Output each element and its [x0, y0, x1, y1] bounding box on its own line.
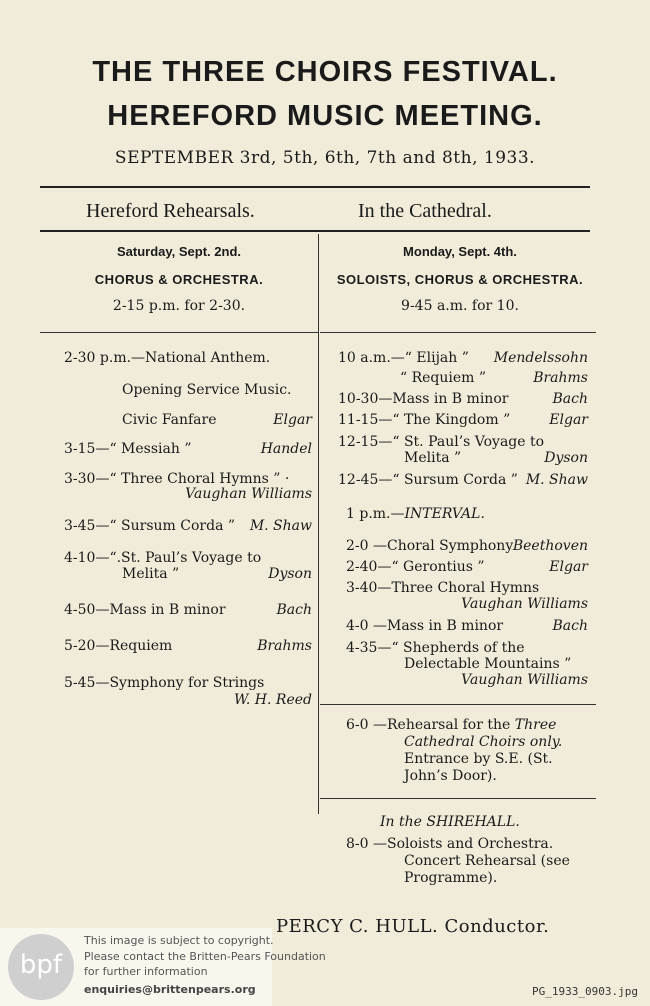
left-item-text: 3-15—“ Messiah ”	[64, 441, 192, 457]
left-item-text: 4-50—Mass in B minor	[64, 602, 226, 618]
right-time: 9-45 a.m. for 10.	[401, 298, 519, 314]
shirehall-rule	[320, 798, 596, 799]
right-item-composer: Brahms	[533, 370, 588, 386]
shirehall-heading: In the SHIREHALL.	[380, 814, 520, 830]
right-item-text: 12-15—“ St. Paul’s Voyage to	[338, 434, 545, 450]
contact-email-link[interactable]: enquiries@brittenpears.org	[84, 983, 256, 996]
interval-time: 1 p.m.—	[346, 506, 405, 522]
rule-top	[40, 186, 590, 188]
rehearsals-heading: Hereford Rehearsals.	[86, 200, 255, 222]
left-item-composer: Vaughan Williams	[185, 486, 312, 502]
left-item-text: 5-20—Requiem	[64, 638, 173, 654]
bpf-logo: bpf	[8, 934, 74, 1000]
left-time: 2-15 p.m. for 2-30.	[112, 298, 246, 314]
right-item-text: 10-30—Mass in B minor	[338, 391, 509, 407]
choirs-line1-italic: Three	[514, 717, 557, 733]
right-item-text: 2-40—“ Gerontius ”	[346, 559, 485, 575]
right-item-text: 12-45—“ Sursum Corda ”	[338, 472, 518, 488]
conductor-signature: PERCY C. HULL. Conductor.	[276, 916, 550, 937]
shirehall-line3: Programme).	[404, 870, 498, 886]
left-item-text: 3-30—“ Three Choral Hymns ” ·	[64, 471, 290, 487]
left-item-text: 4-10—“.St. Paul’s Voyage to	[64, 550, 262, 566]
festival-title: THE THREE CHOIRS FESTIVAL.	[92, 56, 558, 88]
right-item-text-cont: Delectable Mountains ”	[404, 656, 572, 672]
left-item-composer: Bach	[276, 602, 312, 618]
right-item-composer: Elgar	[549, 412, 588, 428]
left-item-composer: Elgar	[273, 412, 312, 428]
right-item-text-cont: Melita ”	[404, 450, 462, 466]
right-item-text: “ Requiem ”	[400, 370, 487, 386]
left-item-text: 3-45—“ Sursum Corda ”	[64, 518, 236, 534]
right-item-composer: Bach	[552, 618, 588, 634]
right-forces: SOLOISTS, CHORUS & ORCHESTRA.	[336, 272, 584, 287]
column-divider	[318, 234, 319, 814]
right-item-text: 11-15—“ The Kingdom ”	[338, 412, 511, 428]
right-item-composer: Elgar	[549, 559, 588, 575]
right-item-composer: Mendelssohn	[493, 350, 588, 366]
notice-line3: for further information	[84, 965, 208, 978]
left-item-composer: Dyson	[268, 566, 312, 582]
right-item-text: 3-40—Three Choral Hymns	[346, 580, 540, 596]
left-item-composer: Brahms	[257, 638, 312, 654]
choirs-line1-text: 6-0 —Rehearsal for the	[346, 717, 515, 733]
festival-dates: SEPTEMBER 3rd, 5th, 6th, 7th and 8th, 1933.	[114, 148, 536, 168]
left-item-composer: M. Shaw	[249, 518, 312, 534]
left-item-text: 2-30 p.m.—National Anthem.	[64, 350, 271, 366]
shirehall-line1: 8-0 —Soloists and Orchestra.	[346, 836, 554, 852]
right-item-text: 2-0 —Choral Symphony	[346, 538, 514, 554]
left-item-text: Opening Service Music.	[122, 382, 292, 398]
right-item-composer: Bach	[552, 391, 588, 407]
interval-label: INTERVAL.	[404, 506, 485, 522]
right-item-text: 4-35—“ Shepherds of the	[346, 640, 525, 656]
shirehall-line2: Concert Rehearsal (see	[404, 853, 570, 869]
left-item-composer: W. H. Reed	[233, 692, 312, 708]
right-day: Monday, Sept. 4th.	[403, 244, 517, 259]
choirs-line1	[346, 717, 556, 733]
interval-line	[346, 506, 485, 522]
right-item-text: 10 a.m.—“ Elijah ”	[338, 350, 469, 366]
choirs-line3: Entrance by S.E. (St.	[404, 751, 553, 767]
choirs-rule	[320, 704, 596, 705]
right-item-text: 4-0 —Mass in B minor	[346, 618, 504, 634]
right-item-composer: Beethoven	[512, 538, 588, 554]
right-item-composer: Dyson	[544, 450, 588, 466]
notice-line1: This image is subject to copyright.	[84, 934, 274, 947]
left-item-text-cont: Melita ”	[122, 566, 180, 582]
choirs-line2: Cathedral Choirs only.	[404, 734, 563, 750]
left-rule	[40, 332, 318, 333]
rule-under-heading	[40, 230, 590, 232]
left-day: Saturday, Sept. 2nd.	[116, 244, 241, 259]
venue-heading: In the Cathedral.	[358, 200, 492, 222]
left-item-composer: Handel	[260, 441, 312, 457]
choirs-line4: John’s Door).	[404, 768, 497, 784]
notice-line2: Please contact the Britten-Pears Foundation	[84, 950, 326, 963]
right-item-composer: M. Shaw	[525, 472, 588, 488]
right-item-composer: Vaughan Williams	[461, 596, 588, 612]
left-item-text: Civic Fanfare	[122, 412, 217, 428]
left-item-text: 5-45—Symphony for Strings	[64, 675, 265, 691]
right-rule	[320, 332, 596, 333]
left-forces: CHORUS & ORCHESTRA.	[94, 272, 264, 287]
meeting-title: HEREFORD MUSIC MEETING.	[107, 100, 543, 132]
right-item-composer: Vaughan Williams	[461, 672, 588, 688]
image-reference: PG_1933_0903.jpg	[532, 985, 638, 998]
